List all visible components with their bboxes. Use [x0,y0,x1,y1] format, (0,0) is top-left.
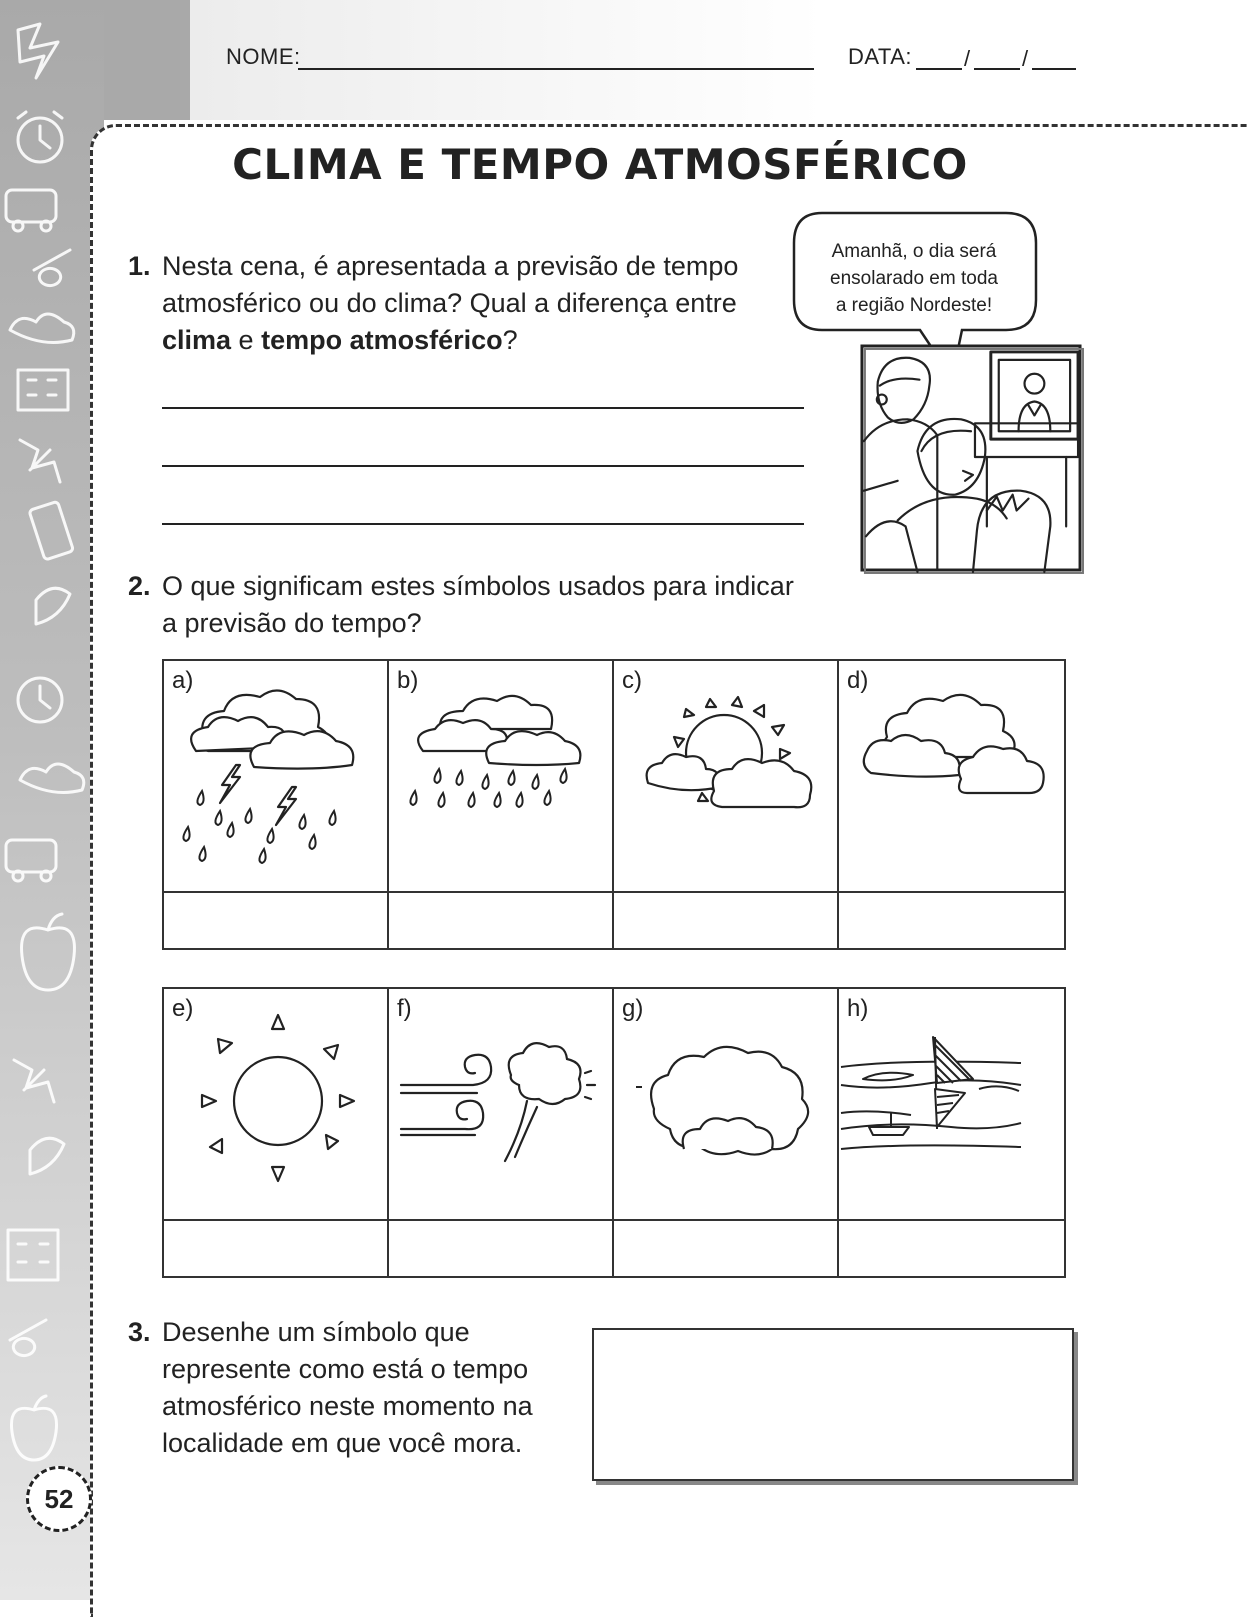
cell-label: e) [172,995,194,1022]
answer-cell-e[interactable] [164,1221,389,1278]
symbol-cell-g [614,989,839,1221]
question-1 [128,248,792,359]
sun-icon [164,989,388,1219]
symbol-cell-c [614,661,839,893]
cell-label: f) [397,995,412,1022]
symbol-cell-a [164,661,389,893]
symbol-cell-h [839,989,1064,1221]
speech-bubble-text [800,238,1028,319]
tv-forecast-scene-icon [858,342,1084,574]
symbols-table-2 [162,987,1066,1278]
answer-cell-a[interactable] [164,893,389,950]
date-label: DATA: [848,44,913,69]
answer-cell-d[interactable] [839,893,1064,950]
term-tempo-atmosferico: tempo atmosférico [261,325,503,355]
sidebar-doodles-icon [0,0,104,1600]
symbols-table-1 [162,659,1066,950]
question-1-text-mid: e [231,325,262,355]
answer-line[interactable] [162,523,804,525]
cloud-icon [614,989,838,1219]
term-clima: clima [162,325,232,355]
question-1-text-end: ? [502,325,518,355]
partly-cloudy-icon [614,661,838,891]
decorative-sidebar [0,0,104,1600]
question-1-text: Nesta cena, é apresentada a previsão de tempo atmosférico ou do clima? Qual a diferença entre [162,251,739,318]
name-label: NOME: [226,44,301,69]
date-separator: / [964,46,971,71]
question-number: 3. [128,1317,151,1347]
question-2 [128,568,802,642]
wind-icon [389,989,613,1219]
cell-label: d) [847,667,869,694]
answer-cell-h[interactable] [839,1221,1064,1278]
symbol-cell-d [839,661,1064,893]
answer-cell-c[interactable] [614,893,839,950]
cell-label: c) [622,667,642,694]
answer-line[interactable] [162,407,804,409]
cell-label: a) [172,667,194,694]
question-2-text: O que significam estes símbolos usados para indicar a previsão do tempo? [162,571,794,638]
speech-line: Amanhã, o dia será [831,241,997,262]
symbol-cell-f [389,989,614,1221]
name-field-line[interactable] [298,68,814,70]
question-number: 2. [128,571,151,601]
date-month-line[interactable] [974,68,1020,70]
answer-cell-b[interactable] [389,893,614,950]
speech-line: a região Nordeste! [835,295,993,316]
cloudy-icon [839,661,1063,891]
symbol-cell-b [389,661,614,893]
question-3 [128,1314,582,1462]
date-day-line[interactable] [916,68,962,70]
header-band [190,0,1247,120]
answer-line[interactable] [162,465,804,467]
date-year-line[interactable] [1032,68,1076,70]
speech-line: ensolarado em toda [830,268,998,289]
question-3-text: Desenhe um símbolo que represente como está o tempo atmosférico neste momento na localidade em que você mora. [162,1317,533,1458]
symbol-cell-e [164,989,389,1221]
cell-label: b) [397,667,419,694]
rain-icon [389,661,613,891]
answer-cell-f[interactable] [389,1221,614,1278]
cell-label: g) [622,995,644,1022]
page-title: CLIMA E TEMPO ATMOSFÉRICO [232,140,968,189]
question-number: 1. [128,251,151,281]
answer-cell-g[interactable] [614,1221,839,1278]
page-number: 52 [26,1466,92,1532]
cell-label: h) [847,995,869,1022]
drawing-box[interactable] [592,1328,1074,1481]
thunderstorm-icon [164,661,388,891]
date-separator: / [1022,46,1029,71]
sea-boat-icon [839,989,1063,1219]
